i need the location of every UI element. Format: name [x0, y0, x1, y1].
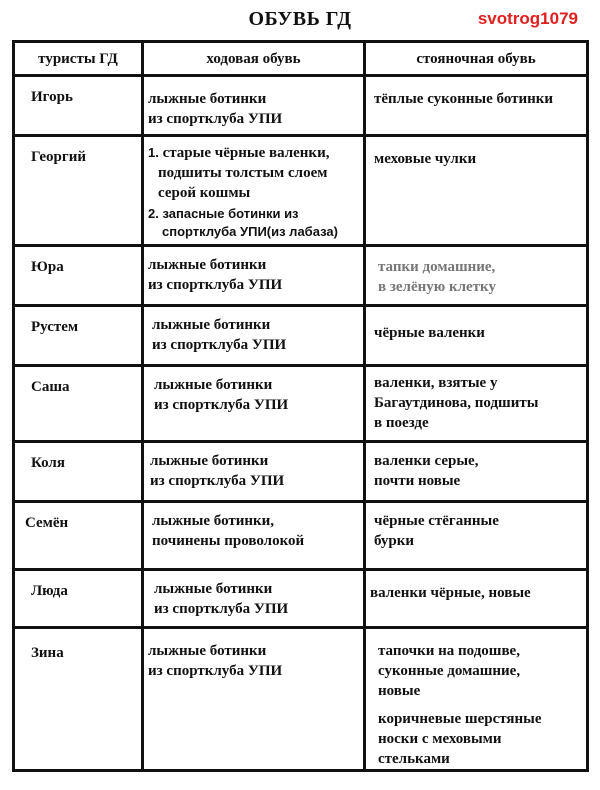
camp-line: в поезде [374, 415, 429, 431]
walking-line: 2. запасные ботинки из [148, 206, 299, 221]
camp-cell [365, 442, 588, 502]
walking-line: починены проволокой [152, 533, 305, 549]
walking-cell [143, 628, 365, 771]
column-header-tourists: туристы ГД [14, 42, 143, 76]
walking-cell [143, 76, 365, 136]
column-header-camp: стояночная обувь [365, 42, 588, 76]
walking-line: лыжные ботинки [150, 453, 269, 469]
camp-line: стельками [378, 751, 450, 767]
walking-line: лыжные ботинки [148, 643, 267, 659]
walking-line: из спортклуба УПИ [150, 473, 285, 489]
table-row [14, 628, 588, 771]
column-header-walking: ходовая обувь [143, 42, 365, 76]
camp-line: суконные домашние, [378, 663, 521, 679]
camp-line: тёплые суконные ботинки [374, 91, 554, 107]
tourist-name: Рустем [14, 306, 143, 366]
camp-line: Багаутдинова, подшиты [374, 395, 539, 411]
tourist-name: Саша [14, 366, 143, 442]
walking-line: лыжные ботинки [154, 377, 273, 393]
camp-cell [365, 246, 588, 306]
walking-line: серой кошмы [158, 185, 251, 201]
camp-line: тапочки на подошве, [378, 643, 520, 659]
walking-cell [143, 442, 365, 502]
walking-line: лыжные ботинки [152, 317, 271, 333]
walking-line: лыжные ботинки [148, 91, 267, 107]
walking-line: 1. старые чёрные валенки, [148, 145, 330, 161]
camp-cell [365, 628, 588, 771]
tourist-name: Люда [14, 570, 143, 628]
walking-line: из спортклуба УПИ [154, 397, 289, 413]
page-title: ОБУВЬ ГД [248, 8, 352, 30]
camp-cell [365, 76, 588, 136]
table-header-row [14, 42, 588, 76]
camp-line: валенки, взятые у [374, 375, 498, 391]
walking-line: из спортклуба УПИ [148, 663, 283, 679]
walking-line: из спортклуба УПИ [152, 337, 287, 353]
camp-cell [365, 366, 588, 442]
camp-line: бурки [374, 533, 415, 549]
table-row [14, 570, 588, 628]
camp-line: чёрные валенки [374, 325, 485, 341]
table-row [14, 246, 588, 306]
table-row [14, 502, 588, 570]
walking-line: из спортклуба УПИ [154, 601, 289, 617]
camp-line: коричневые шерстяные [378, 711, 542, 727]
camp-cell [365, 136, 588, 246]
camp-cell [365, 306, 588, 366]
table-row [14, 76, 588, 136]
walking-cell [143, 570, 365, 628]
watermark: svotrog1079 [477, 9, 578, 28]
walking-line: из спортклуба УПИ [148, 111, 283, 127]
camp-line: тапки домашние, [378, 259, 496, 275]
tourist-name: Зина [14, 628, 143, 771]
walking-line: лыжные ботинки, [152, 513, 275, 529]
camp-line: валенки чёрные, новые [370, 585, 531, 601]
walking-cell [143, 246, 365, 306]
walking-line: лыжные ботинки [154, 581, 273, 597]
camp-line: новые [378, 683, 421, 699]
camp-line: меховые чулки [374, 151, 477, 167]
camp-line: чёрные стёганные [374, 513, 499, 529]
camp-line: в зелёную клетку [378, 279, 496, 295]
camp-cell [365, 502, 588, 570]
camp-line: носки с меховыми [378, 731, 502, 747]
tourist-name: Коля [14, 442, 143, 502]
tourist-name: Юра [14, 246, 143, 306]
walking-line: спортклуба УПИ(из лабаза) [162, 224, 338, 239]
table-row [14, 136, 588, 246]
camp-cell [365, 570, 588, 628]
tourist-name: Георгий [14, 136, 143, 246]
footwear-table [12, 40, 589, 772]
walking-line: из спортклуба УПИ [148, 277, 283, 293]
tourist-name: Семён [14, 502, 143, 570]
camp-line: валенки серые, [374, 453, 479, 469]
camp-line: почти новые [374, 473, 461, 489]
tourist-name: Игорь [14, 76, 143, 136]
walking-cell [143, 136, 365, 246]
table-row [14, 366, 588, 442]
walking-cell [143, 366, 365, 442]
walking-cell [143, 502, 365, 570]
table-row [14, 442, 588, 502]
walking-line: подшиты толстым слоем [158, 165, 328, 181]
list-number: 1. [148, 145, 159, 160]
walking-line: лыжные ботинки [148, 257, 267, 273]
table-row [14, 306, 588, 366]
list-number: 2. [148, 206, 159, 221]
walking-cell [143, 306, 365, 366]
